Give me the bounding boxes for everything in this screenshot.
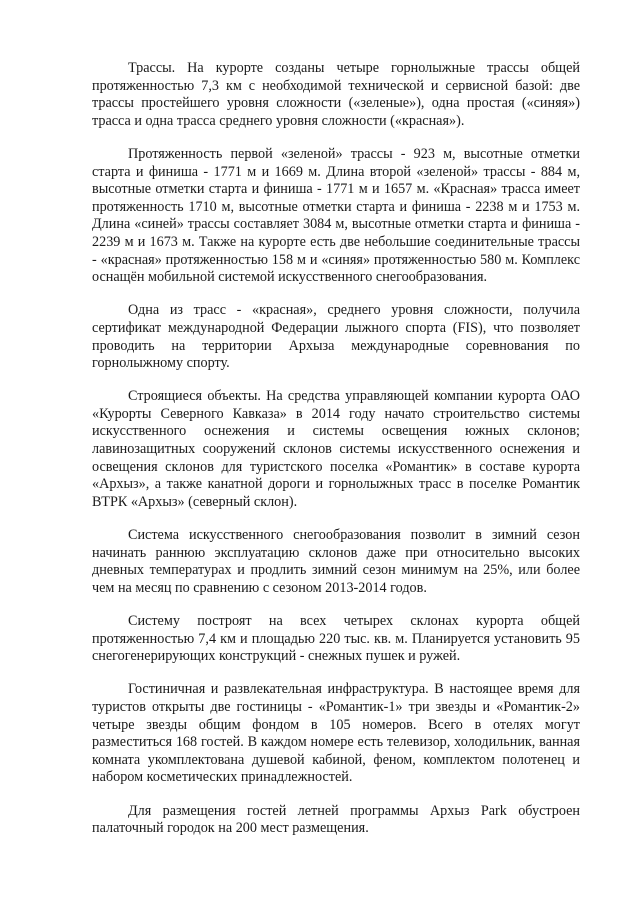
paragraph-trail-lengths: Протяженность первой «зеленой» трассы - 923 м, высотные отметки старта и финиша - 1771 м и 1669 м. Длина второй «зеленой» трассы - 884 м, высотные отметки старта и финиша - 1771 м и 1657 м. «Красная» трасса имеет протяженность 1710 м, высотные отметки старта и финиша - 2238 м и 1753 м. Длина «синей» трассы составляет 3084 м, высотные отметки старта и финиша - 2239 м и 1673 м. Также на курорте есть две небольшие соединительные трассы - «красная» протяженностью 158 м и «синяя» протяженностью 580 м. Комплекс оснащён мобильной системой искусственного снегообразования. <box>92 145 580 286</box>
paragraph-tent-camp: Для размещения гостей летней программы Архыз Park обустроен палаточный городок на 200 мест размещения. <box>92 802 580 837</box>
paragraph-snowmaking: Система искусственного снегообразования позволит в зимний сезон начинать раннюю эксплуатацию склонов даже при относительно высоких дневных температурах и продлить зимний сезон минимум на 25%, или более чем на месяц по сравнению с сезоном 2013-2014 годов. <box>92 527 580 596</box>
paragraph-fis-certificate: Одна из трасс - «красная», среднего уровня сложности, получила сертификат международной Федерации лыжного спорта (FIS), что позволяет проводить на территории Архыза международные соревнования по горнолыжному спорту. <box>92 302 580 372</box>
paragraph-hotels: Гостиничная и развлекательная инфраструктура. В настоящее время для туристов открыты две гостиницы - «Романтик-1» три звезды и «Романтик-2» четыре звезды общим фондом в 105 номеров. Всего в отелях могут разместиться 168 гостей. В каждом номере есть телевизор, холодильник, ванная комната укомплектована душевой кабиной, феном, комплектом полотенец и набором косметических принадлежностей. <box>92 681 580 786</box>
paragraph-construction: Строящиеся объекты. На средства управляющей компании курорта ОАО «Курорты Северного Кавказа» в 2014 году начато строительство системы искусственного оснежения и системы освещения южных склонов; лавинозащитных сооружений склонов системы искусственного оснежения и освещения склонов для туристского поселка «Романтик» в составе курорта «Архыз», а также канатной дороги и горнолыжных трасс в поселке Романтик ВТРК «Архыз» (северный склон). <box>92 388 580 510</box>
paragraph-trails-intro: Трассы. На курорте созданы четыре горнолыжные трассы общей протяженностью 7,3 км с необходимой технической и сервисной базой: две трассы простейшего уровня сложности («зеленые»), одна простая («синяя») трасса и одна трасса среднего уровня сложности («красная»). <box>92 60 580 129</box>
document-body <box>92 60 580 838</box>
paragraph-snowmaking-scope: Систему построят на всех четырех склонах курорта общей протяженностью 7,4 км и площадью 220 тыс. кв. м. Планируется установить 95 снегогенерирующих конструкций - снежных пушек и ружей. <box>92 613 580 665</box>
